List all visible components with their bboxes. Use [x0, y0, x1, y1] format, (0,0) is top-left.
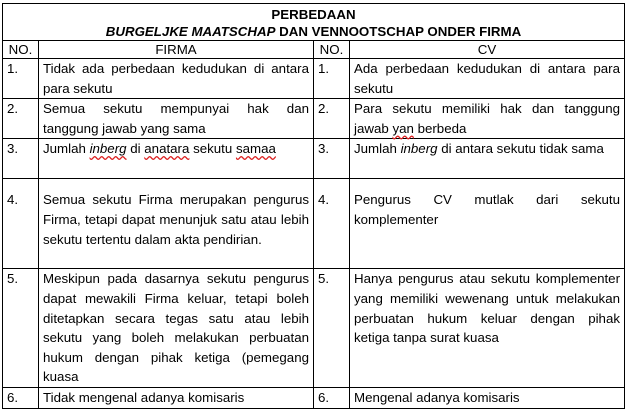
title-italic-part: BURGELJKE MAATSCHAP	[105, 24, 276, 39]
firma-cell: Semua sekutu mempunyai hak dan tanggung jawab yang sama	[39, 99, 314, 139]
firma-text-part: di	[126, 141, 145, 157]
row-number-left: 3.	[3, 139, 39, 179]
comparison-table	[2, 3, 625, 409]
row-number-left: 5.	[3, 269, 39, 388]
header-no-right: NO.	[314, 41, 350, 59]
spelling-flagged-word: anatara	[144, 141, 190, 157]
cv-cell	[350, 139, 625, 179]
row-number-right: 2.	[314, 99, 350, 139]
cv-cell: Mengenal adanya komisaris	[350, 387, 625, 408]
header-row	[3, 41, 625, 59]
row-number-left: 4.	[3, 179, 39, 269]
firma-cell	[39, 139, 314, 179]
row-number-right: 3.	[314, 139, 350, 179]
firma-cell: Meskipun pada dasarnya sekutu pengurus dapat mewakili Firma keluar, tetapi boleh ditetapkan secara tegas satu atau lebih sekutu yang boleh melakukan perbuatan hukum dengan pihak ketiga (pemegang kuasa	[39, 269, 314, 388]
header-firma: FIRMA	[39, 41, 314, 59]
table-row	[3, 179, 625, 269]
title-line-2	[7, 23, 620, 40]
cv-text-part: Para sekutu memiliki hak dan tanggung jawab	[354, 101, 620, 136]
title-rest-part: DAN VENNOOTSCHAP ONDER FIRMA	[275, 24, 522, 39]
firma-text-part: Jumlah	[43, 141, 90, 157]
title-line-1: PERBEDAAN	[271, 7, 356, 22]
row-number-left: 6.	[3, 387, 39, 408]
firma-cell: Tidak mengenal adanya komisaris	[39, 387, 314, 408]
header-cv: CV	[350, 41, 625, 59]
row-number-right: 4.	[314, 179, 350, 269]
table-row	[3, 269, 625, 388]
spelling-flagged-word: yan	[392, 120, 414, 136]
cv-cell	[350, 99, 625, 139]
firma-cell: Semua sekutu Firma merupakan pengurus Firma, tetapi dapat menunjuk satu atau lebih sekutu tertentu dalam akta pendirian.	[39, 179, 314, 269]
table-row	[3, 99, 625, 139]
row-number-right: 5.	[314, 269, 350, 388]
cv-text-part: di antara sekutu tidak sama	[437, 141, 604, 157]
table-row	[3, 59, 625, 99]
header-no-left: NO.	[3, 41, 39, 59]
row-number-left: 2.	[3, 99, 39, 139]
title-row	[3, 4, 625, 41]
row-number-right: 6.	[314, 387, 350, 408]
comparison-document	[2, 3, 624, 409]
cv-text-part: Jumlah	[354, 141, 401, 157]
row-number-left: 1.	[3, 59, 39, 99]
cv-text-part: berbeda	[413, 120, 467, 136]
cv-cell: Pengurus CV mutlak dari sekutu komplementer	[350, 179, 625, 269]
row-number-right: 1.	[314, 59, 350, 99]
table-row	[3, 139, 625, 179]
firma-text-part: sekutu	[189, 141, 236, 157]
table-row	[3, 387, 625, 408]
spelling-flagged-word: inberg	[89, 141, 127, 157]
spelling-flagged-word: samaa	[235, 141, 276, 157]
cv-cell: Ada perbedaan kedudukan di antara para sekutu	[350, 59, 625, 99]
firma-cell: Tidak ada perbedaan kedudukan di antara para sekutu	[39, 59, 314, 99]
cv-italic-word: inberg	[400, 141, 438, 157]
table-title	[3, 4, 625, 41]
cv-cell: Hanya pengurus atau sekutu komplementer yang memiliki wewenang untuk melakukan perbuatan hukum keluar dengan pihak ketiga tanpa surat kuasa	[350, 269, 625, 388]
